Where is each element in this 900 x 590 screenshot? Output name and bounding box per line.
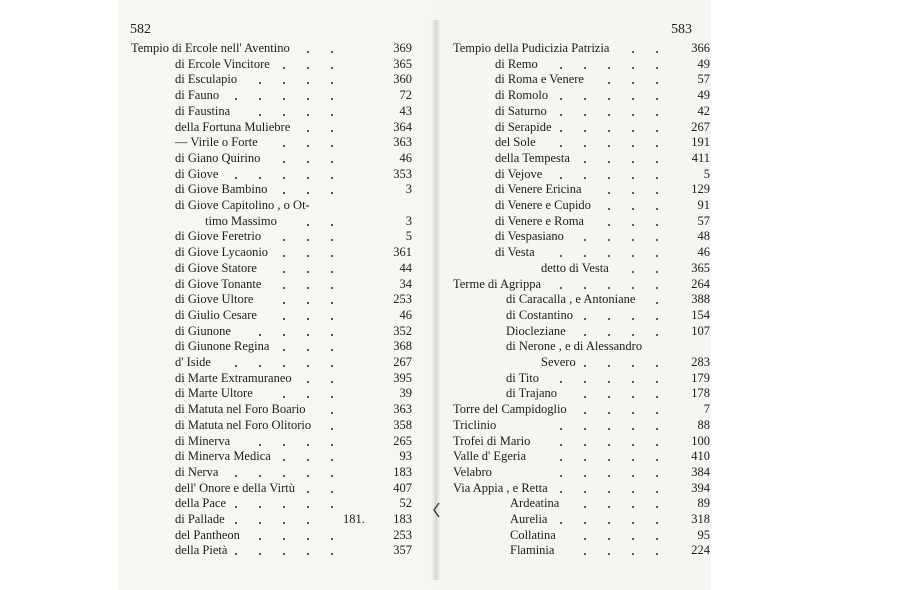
entry-page: 95 (697, 527, 710, 542)
entry-page: 283 (691, 355, 710, 369)
entry-text: di Giove Statore (175, 260, 257, 275)
entry-page: 183 (393, 512, 412, 526)
leader-dot (608, 114, 610, 116)
entry-page: 44 (399, 260, 412, 275)
leader-dot (608, 67, 610, 69)
entry-page: 352 (393, 323, 412, 338)
entry-page: 357 (393, 543, 412, 558)
leader-dot (632, 224, 634, 226)
entry-page: 363 (393, 135, 412, 150)
leader-dot (608, 161, 610, 163)
index-entry (0, 291, 900, 307)
leader-dot (656, 491, 658, 493)
entry-text: di Trajano (506, 386, 558, 401)
leader-dot (632, 318, 634, 320)
leader-dot (656, 161, 658, 163)
leader-dot (632, 491, 634, 493)
entry-text: di Minerva (175, 433, 231, 448)
leader-dot (632, 114, 634, 116)
leader-dot (584, 538, 586, 540)
entry-page: 46 (697, 245, 710, 260)
entry-text: Tempio della Pudicizia Patrizia (453, 41, 610, 55)
leader-dot (560, 491, 562, 493)
entry-page: 366 (691, 41, 710, 55)
entry-text: della Pace (175, 496, 227, 511)
index-entry (0, 134, 900, 150)
entry-text: timo Massimo (205, 213, 277, 228)
index-entry (0, 511, 900, 527)
leader-dot (560, 287, 562, 289)
index-entry (0, 433, 900, 449)
leader-dot (584, 114, 586, 116)
entry-page: 361 (393, 245, 412, 260)
entry-text: Triclinio (453, 417, 497, 432)
leader-dot (608, 287, 610, 289)
entry-text: di Nerone , e di Alessandro (506, 339, 643, 354)
entry-text: detto di Vesta (541, 260, 609, 275)
entry-page: 91 (697, 198, 710, 212)
entry-page: 368 (393, 339, 412, 354)
index-entry (0, 323, 900, 339)
entry-page: 191 (691, 135, 710, 150)
index-entry (0, 276, 900, 292)
entry-page: 42 (697, 103, 710, 118)
leader-dot (608, 177, 610, 179)
entry-page: 360 (393, 72, 412, 87)
leader-dot (632, 444, 634, 446)
entry-page: 39 (399, 386, 412, 401)
entry-page: 267 (691, 119, 710, 134)
leader-dot (632, 381, 634, 383)
entry-text: di Caracalla , e Antoniane (506, 292, 636, 307)
entry-page: 5 (405, 229, 412, 244)
entry-text: del Pantheon (175, 527, 240, 542)
entry-text: di Venere Ericina (495, 182, 582, 197)
index-entry (0, 244, 900, 260)
leader-dot (560, 67, 562, 69)
leader-dot (632, 428, 634, 430)
entry-text: d' Iside (175, 355, 211, 369)
entry-page: 369 (393, 41, 412, 55)
entry-page: 183 (393, 464, 412, 479)
entry-text: di Venere e Roma (495, 213, 584, 228)
entry-page: 363 (393, 402, 412, 417)
entry-text: Severo (541, 355, 576, 369)
leader-dot (584, 444, 586, 446)
leader-dot (560, 444, 562, 446)
entry-page: 5 (703, 166, 710, 181)
leader-dot (632, 538, 634, 540)
entry-text: di Giove (175, 166, 219, 181)
entry-page: 365 (393, 56, 412, 71)
entry-page: 358 (393, 417, 412, 432)
entry-text: di Romolo (495, 88, 549, 103)
entry-text: di Giove Capitolino , o Ot- (175, 198, 310, 212)
entry-text: Ardeatina (510, 496, 560, 511)
entry-text: di Marte Ultore (175, 386, 253, 401)
left-page-number: 582 (130, 22, 151, 37)
entry-text: di Vesta (495, 245, 535, 260)
leader-dot (584, 365, 586, 367)
entry-text: Diocleziane (506, 323, 566, 338)
leader-dot (632, 334, 634, 336)
index-entry (0, 385, 900, 401)
entry-page: 57 (697, 72, 710, 87)
entry-text: di Marte Extramuraneo (175, 370, 292, 385)
leader-dot (656, 130, 658, 132)
entry-page: 100 (691, 433, 710, 448)
entry-page: 52 (399, 496, 412, 511)
entry-text: Collatina (510, 527, 556, 542)
leader-dot (656, 475, 658, 477)
entry-text: Torre del Campidoglio (453, 402, 567, 417)
entry-page: 253 (393, 527, 412, 542)
leader-dot (656, 208, 658, 210)
leader-dot (632, 271, 634, 273)
index-entry (0, 448, 900, 464)
leader-dot (584, 318, 586, 320)
leader-dot (560, 522, 562, 524)
entry-text: di Venere e Cupido (495, 198, 591, 212)
index-entry (0, 103, 900, 119)
leader-dot (656, 365, 658, 367)
index-entry (0, 417, 900, 433)
entry-text: di Nerva (175, 464, 219, 479)
entry-page: 107 (691, 323, 710, 338)
entry-page: 365 (691, 260, 710, 275)
leader-dot (608, 318, 610, 320)
index-entry (0, 401, 900, 417)
index-entry (0, 119, 900, 135)
index-entry (0, 228, 900, 244)
entry-page: 72 (399, 88, 412, 103)
leader-dot (656, 538, 658, 540)
index-entry (0, 150, 900, 166)
leader-dot (560, 381, 562, 383)
leader-dot (632, 208, 634, 210)
leader-dot (560, 475, 562, 477)
entry-text: di Faustina (175, 103, 231, 118)
entry-page: 178 (691, 386, 710, 401)
leader-dot (656, 114, 658, 116)
index-entry (0, 527, 900, 543)
leader-dot (656, 287, 658, 289)
leader-dot (632, 67, 634, 69)
leader-dot (608, 130, 610, 132)
entry-text: di Ercole Vincitore (175, 56, 270, 71)
entry-text: Via Appia , e Retta (453, 480, 548, 495)
index-entry (0, 213, 900, 229)
entry-text: di Serapide (495, 119, 552, 134)
index-entry (0, 338, 900, 354)
leader-dot (656, 271, 658, 273)
leader-dot (584, 130, 586, 132)
entry-text: di Vespasiano (495, 229, 564, 244)
index-entry (0, 354, 900, 370)
entry-text: Velabro (453, 464, 492, 479)
entry-text: di Giove Bambino (175, 182, 268, 197)
entry-text: di Tito (506, 370, 540, 385)
entry-text: della Fortuna Muliebre (175, 119, 291, 134)
entry-page: 407 (393, 480, 412, 495)
leader-dot (656, 224, 658, 226)
index-entry (0, 40, 900, 56)
leader-dot (632, 522, 634, 524)
leader-dot (608, 491, 610, 493)
entry-text: di Roma e Venere (495, 72, 584, 87)
entry-page: 49 (697, 56, 710, 71)
leader-dot (608, 428, 610, 430)
leader-dot (632, 475, 634, 477)
leader-dot (632, 130, 634, 132)
entry-text: di Giano Quirino (175, 150, 261, 165)
entry-text: di Minerva Medica (175, 449, 271, 464)
leader-dot (560, 428, 562, 430)
entry-text: di Costantino (506, 307, 574, 322)
index-entry (0, 307, 900, 323)
entry-text: di Fauno (175, 88, 220, 103)
entry-page: 318 (691, 512, 710, 526)
entry-page: 410 (691, 449, 710, 464)
leader-dot (632, 161, 634, 163)
index-entry (0, 370, 900, 386)
entry-text: del Sole (495, 135, 536, 150)
entry-page: 46 (399, 307, 412, 322)
entry-page: 265 (393, 433, 412, 448)
entry-page: 48 (697, 229, 710, 244)
index-entry (0, 542, 900, 558)
leader-dot (656, 177, 658, 179)
entry-text: Flaminia (510, 543, 555, 558)
index-entry (0, 197, 900, 213)
leader-dot (608, 365, 610, 367)
leader-dot (656, 444, 658, 446)
entry-text: della Pietà (175, 543, 228, 558)
leader-dot (584, 161, 586, 163)
entry-text: di Giove Ultore (175, 292, 254, 307)
leader-dot (632, 287, 634, 289)
entry-text: Trofei di Mario (453, 433, 531, 448)
leader-dot (608, 444, 610, 446)
leader-dot (656, 428, 658, 430)
entry-page: 3 (405, 213, 412, 228)
entry-page: 411 (691, 150, 710, 165)
entry-page: 388 (691, 292, 710, 307)
leader-dot (608, 475, 610, 477)
leader-dot (560, 130, 562, 132)
entry-text: Aurelia (510, 512, 548, 526)
entry-text: di Matuta nel Foro Boario (175, 402, 306, 417)
leader-dot (608, 538, 610, 540)
entry-page: 179 (691, 370, 710, 385)
leader-dot (560, 114, 562, 116)
entry-page: 129 (691, 182, 710, 197)
entry-page: 89 (697, 496, 710, 511)
leader-dot (656, 334, 658, 336)
entry-text: di Pallade (175, 512, 225, 526)
entry-page: 3 (405, 182, 412, 197)
index-entry (0, 181, 900, 197)
index-entry (0, 56, 900, 72)
index-entry (0, 464, 900, 480)
entry-page: 395 (393, 370, 412, 385)
entry-page: 353 (393, 166, 412, 181)
entry-text: di Vejove (495, 166, 543, 181)
leader-dot (584, 287, 586, 289)
entry-page: 154 (691, 307, 710, 322)
entry-page: 49 (697, 88, 710, 103)
entry-text: di Giove Tonante (175, 276, 262, 291)
leader-dot (608, 381, 610, 383)
entry-text: Terme di Agrippa (453, 276, 541, 291)
leader-dot (608, 522, 610, 524)
entry-page: 7 (703, 402, 710, 417)
leader-dot (656, 381, 658, 383)
leader-dot (656, 51, 658, 53)
entry-page: 57 (697, 213, 710, 228)
entry-text: di Giove Lycaonio (175, 245, 269, 260)
entry-page: 46 (399, 150, 412, 165)
leader-dot (632, 177, 634, 179)
leader-dot (584, 67, 586, 69)
leader-dot (656, 67, 658, 69)
entry-page: 93 (399, 449, 412, 464)
leader-dot (656, 522, 658, 524)
entry-text: di Giunone (175, 323, 231, 338)
entry-page: 267 (393, 355, 412, 369)
leader-dot (584, 381, 586, 383)
entry-page: 224 (691, 543, 710, 558)
entry-page: 253 (393, 292, 412, 307)
entry-text: Valle d' Egeria (453, 449, 527, 464)
index-entry (0, 166, 900, 182)
entry-page: 364 (393, 119, 412, 134)
entry-text: — Virile o Forte (175, 135, 258, 150)
leader-dot (608, 208, 610, 210)
entry-extra-page: 181. (343, 512, 365, 526)
leader-dot (584, 522, 586, 524)
entry-page: 264 (691, 276, 710, 291)
entry-text: di Giunone Regina (175, 339, 270, 354)
leader-dot (608, 334, 610, 336)
right-page-number: 583 (671, 22, 692, 37)
entry-page: 43 (399, 103, 412, 118)
leader-dot (560, 177, 562, 179)
leader-dot (584, 491, 586, 493)
leader-dot (584, 428, 586, 430)
entry-text: della Tempesta (495, 150, 570, 165)
entry-text: di Remo (495, 56, 538, 71)
entry-text: di Esculapio (175, 72, 238, 87)
leader-dot (632, 365, 634, 367)
index-entry (0, 260, 900, 276)
entry-text: di Matuta nel Foro Olitorio (175, 417, 312, 432)
entry-text: dell' Onore e della Virtù (175, 480, 295, 495)
leader-dot (584, 177, 586, 179)
leader-dot (632, 51, 634, 53)
index-entry (0, 71, 900, 87)
leader-dot (584, 334, 586, 336)
entry-text: di Saturno (495, 103, 547, 118)
leader-dot (584, 475, 586, 477)
leader-dot (608, 224, 610, 226)
index-entry (0, 480, 900, 496)
entry-page: 34 (399, 276, 412, 291)
index-entry (0, 87, 900, 103)
index-entry (0, 495, 900, 511)
entry-text: Tempio di Ercole nell' Aventino (131, 41, 290, 55)
entry-page: 384 (691, 464, 710, 479)
leader-dot (656, 318, 658, 320)
entry-page: 88 (697, 417, 710, 432)
entry-page: 394 (691, 480, 710, 495)
entry-text: di Giove Feretrio (175, 229, 262, 244)
entry-text: di Giulio Cesare (175, 307, 257, 322)
